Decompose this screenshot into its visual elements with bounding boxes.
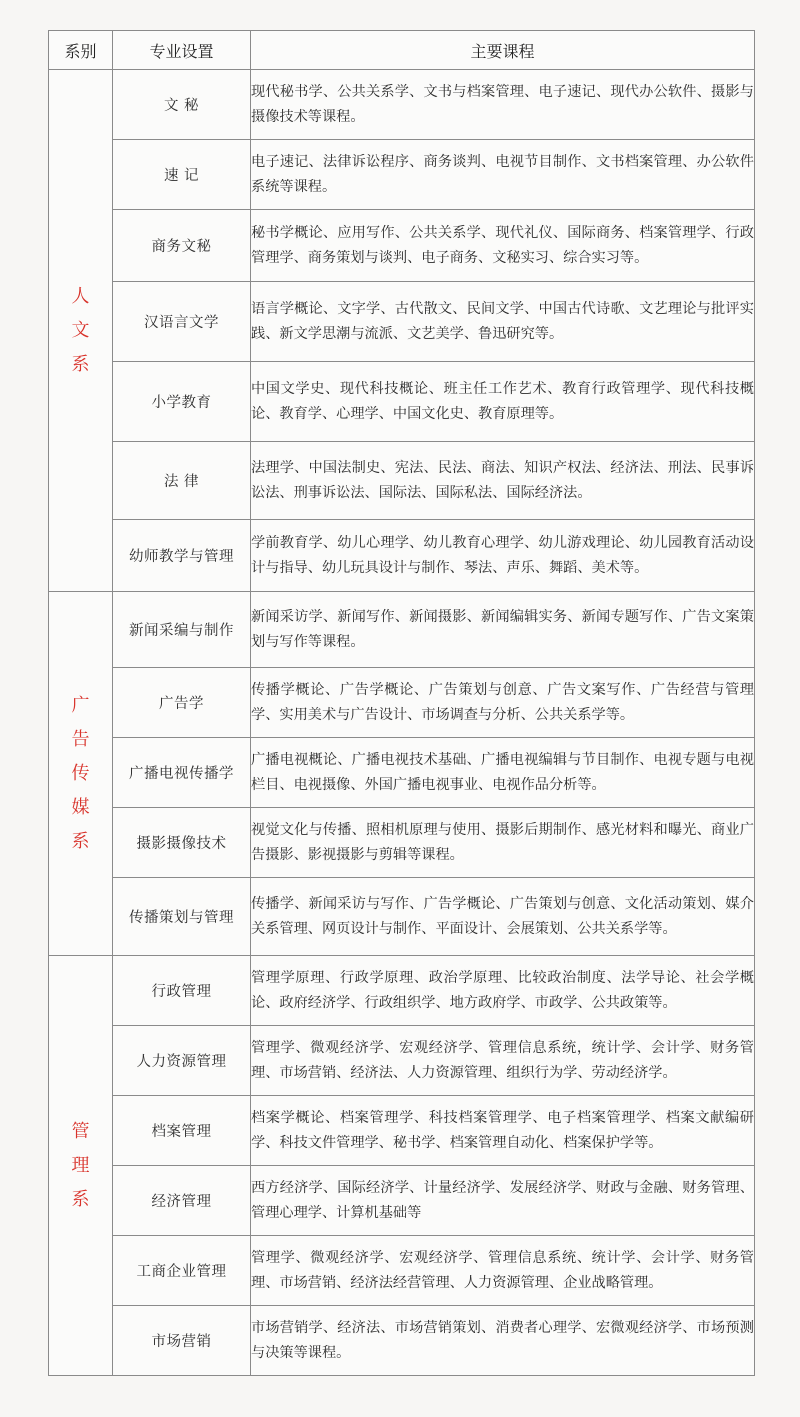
table-row <box>49 1166 755 1236</box>
major-name: 法 律 <box>113 442 251 520</box>
table-row <box>49 210 755 282</box>
major-courses: 档案学概论、档案管理学、科技档案管理学、电子档案管理学、档案文献编研学、科技文件管理学、秘书学、档案管理自动化、档案保护学等。 <box>251 1096 755 1166</box>
major-name: 文 秘 <box>113 70 251 140</box>
major-courses: 现代秘书学、公共关系学、文书与档案管理、电子速记、现代办公软件、摄影与摄像技术等课程。 <box>251 70 755 140</box>
dept-advertising-media <box>49 592 113 956</box>
dept-char: 理 <box>71 1154 90 1176</box>
major-courses: 新闻采访学、新闻写作、新闻摄影、新闻编辑实务、新闻专题写作、广告文案策划与写作等课程。 <box>251 592 755 668</box>
header-row <box>49 31 755 70</box>
major-courses: 西方经济学、国际经济学、计量经济学、发展经济学、财政与金融、财务管理、管理心理学、计算机基础等 <box>251 1166 755 1236</box>
dept-char: 系 <box>71 1188 90 1210</box>
course-table <box>48 30 755 1376</box>
table-row <box>49 878 755 956</box>
major-courses: 管理学、微观经济学、宏观经济学、管理信息系统、统计学、会计学、财务管理、市场营销、经济法经营管理、人力资源管理、企业战略管理。 <box>251 1236 755 1306</box>
header-dept: 系别 <box>49 31 113 70</box>
major-courses: 广播电视概论、广播电视技术基础、广播电视编辑与节目制作、电视专题与电视栏目、电视摄像、外国广播电视事业、电视作品分析等。 <box>251 738 755 808</box>
major-name: 摄影摄像技术 <box>113 808 251 878</box>
major-courses: 市场营销学、经济法、市场营销策划、消费者心理学、宏微观经济学、市场预测与决策等课程。 <box>251 1306 755 1376</box>
table-row <box>49 282 755 362</box>
table-row <box>49 70 755 140</box>
major-courses: 学前教育学、幼儿心理学、幼儿教育心理学、幼儿游戏理论、幼儿园教育活动设计与指导、幼儿玩具设计与制作、琴法、声乐、舞蹈、美术等。 <box>251 520 755 592</box>
dept-char: 告 <box>71 728 90 750</box>
dept-humanities <box>49 70 113 592</box>
table-row <box>49 738 755 808</box>
dept-management <box>49 956 113 1376</box>
dept-char: 文 <box>71 319 90 341</box>
table-row <box>49 668 755 738</box>
major-courses: 中国文学史、现代科技概论、班主任工作艺术、教育行政管理学、现代科技概论、教育学、心理学、中国文化史、教育原理等。 <box>251 362 755 442</box>
dept-char: 管 <box>71 1120 90 1142</box>
major-name: 广播电视传播学 <box>113 738 251 808</box>
table-row <box>49 808 755 878</box>
major-courses: 传播学概论、广告学概论、广告策划与创意、广告文案写作、广告经营与管理学、实用美术与广告设计、市场调查与分析、公共关系学等。 <box>251 668 755 738</box>
major-courses: 法理学、中国法制史、宪法、民法、商法、知识产权法、经济法、刑法、民事诉讼法、刑事诉讼法、国际法、国际私法、国际经济法。 <box>251 442 755 520</box>
major-name: 市场营销 <box>113 1306 251 1376</box>
major-name: 人力资源管理 <box>113 1026 251 1096</box>
major-name: 商务文秘 <box>113 210 251 282</box>
major-name: 档案管理 <box>113 1096 251 1166</box>
table-row <box>49 442 755 520</box>
dept-char: 传 <box>71 762 90 784</box>
major-courses: 电子速记、法律诉讼程序、商务谈判、电视节目制作、文书档案管理、办公软件系统等课程。 <box>251 140 755 210</box>
major-name: 小学教育 <box>113 362 251 442</box>
table-row <box>49 956 755 1026</box>
table-row <box>49 520 755 592</box>
dept-char: 系 <box>71 830 90 852</box>
major-name: 传播策划与管理 <box>113 878 251 956</box>
table-row <box>49 592 755 668</box>
table-row <box>49 362 755 442</box>
major-name: 经济管理 <box>113 1166 251 1236</box>
table-row <box>49 1236 755 1306</box>
table-row <box>49 1026 755 1096</box>
major-name: 汉语言文学 <box>113 282 251 362</box>
major-courses: 视觉文化与传播、照相机原理与使用、摄影后期制作、感光材料和曝光、商业广告摄影、影视摄影与剪辑等课程。 <box>251 808 755 878</box>
major-courses: 传播学、新闻采访与写作、广告学概论、广告策划与创意、文化活动策划、媒介关系管理、网页设计与制作、平面设计、会展策划、公共关系学等。 <box>251 878 755 956</box>
major-courses: 语言学概论、文字学、古代散文、民间文学、中国古代诗歌、文艺理论与批评实践、新文学思潮与流派、文艺美学、鲁迅研究等。 <box>251 282 755 362</box>
major-courses: 管理学、微观经济学、宏观经济学、管理信息系统，统计学、会计学、财务管理、市场营销、经济法、人力资源管理、组织行为学、劳动经济学。 <box>251 1026 755 1096</box>
table-row <box>49 1096 755 1166</box>
header-courses: 主要课程 <box>251 31 755 70</box>
dept-char: 媒 <box>71 796 90 818</box>
major-courses: 秘书学概论、应用写作、公共关系学、现代礼仪、国际商务、档案管理学、行政管理学、商务策划与谈判、电子商务、文秘实习、综合实习等。 <box>251 210 755 282</box>
major-name: 行政管理 <box>113 956 251 1026</box>
table-row <box>49 1306 755 1376</box>
major-name: 速 记 <box>113 140 251 210</box>
dept-char: 广 <box>71 694 90 716</box>
table-row <box>49 140 755 210</box>
major-name: 工商企业管理 <box>113 1236 251 1306</box>
major-name: 广告学 <box>113 668 251 738</box>
dept-char: 人 <box>71 285 90 307</box>
major-courses: 管理学原理、行政学原理、政治学原理、比较政治制度、法学导论、社会学概论、政府经济学、行政组织学、地方政府学、市政学、公共政策等。 <box>251 956 755 1026</box>
dept-char: 系 <box>71 353 90 375</box>
major-name: 新闻采编与制作 <box>113 592 251 668</box>
header-major: 专业设置 <box>113 31 251 70</box>
major-name: 幼师教学与管理 <box>113 520 251 592</box>
